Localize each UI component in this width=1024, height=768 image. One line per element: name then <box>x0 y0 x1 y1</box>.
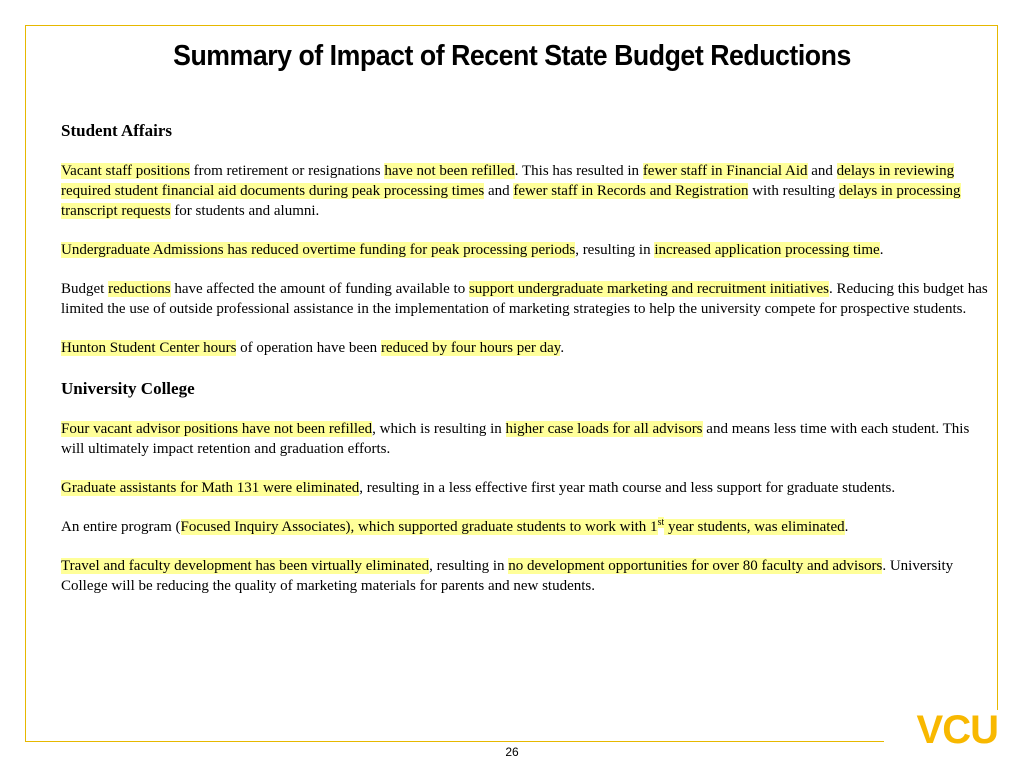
vcu-logo: VCU <box>916 708 998 752</box>
body-text: and <box>484 183 514 199</box>
highlight-text: Graduate assistants for Math 131 were eliminated <box>61 480 360 496</box>
body-text: , resulting in a less effective first year math course and less support for graduate students. <box>359 480 896 496</box>
highlight-text: Undergraduate Admissions has reduced overtime funding for peak processing periods <box>61 242 576 258</box>
highlight-text: Hunton Student Center hours <box>61 340 237 356</box>
paragraph-hunton-center <box>61 338 991 358</box>
body-text: . <box>879 242 884 258</box>
body-text: have affected the amount of funding available to <box>170 281 469 297</box>
highlight-text: delays in processing transcript requests <box>61 183 961 219</box>
body-text: with resulting <box>748 183 839 199</box>
highlight-text: no development opportunities for over 80 faculty and advisors <box>508 558 883 574</box>
highlight-text: Focused Inquiry Associates), which supported graduate students to work with 1 <box>180 519 658 535</box>
paragraph-undergraduate-admissions <box>61 240 991 260</box>
page-number: 26 <box>505 745 519 759</box>
highlight-text: fewer staff in Financial Aid <box>642 163 808 179</box>
body-text: , resulting in <box>575 242 655 258</box>
highlight-text: Travel and faculty development has been virtually eliminated <box>61 558 430 574</box>
superscript-text: st <box>657 517 665 528</box>
paragraph-travel-faculty <box>61 556 991 596</box>
highlight-text: fewer staff in Records and Registration <box>513 183 749 199</box>
body-text: , which is resulting in <box>372 421 506 437</box>
body-text: from retirement or resignations <box>189 163 385 179</box>
highlight-text: reduced by four hours per day <box>380 340 561 356</box>
body-text: . University College will be reducing the quality of marketing materials for parents and new students. <box>61 558 954 594</box>
highlight-text: delays in reviewing required student financial aid documents during peak processing times <box>61 163 955 199</box>
paragraph-advisor-positions <box>61 419 991 459</box>
paragraph-budget-reductions <box>61 279 991 319</box>
body-text: for students and alumni. <box>170 203 320 219</box>
body-text: Budget <box>61 281 109 297</box>
body-text: and <box>807 163 837 179</box>
body-text: . <box>844 519 849 535</box>
section-heading-student-affairs: Student Affairs <box>61 121 172 140</box>
paragraph-graduate-assistants <box>61 478 991 498</box>
section-heading-university-college: University College <box>61 379 195 398</box>
paragraph-focused-inquiry <box>61 517 991 537</box>
body-text: of operation have been <box>236 340 381 356</box>
highlight-text: higher case loads for all advisors <box>505 421 703 437</box>
body-text: and means less time with each student. This will ultimately impact retention and graduation efforts. <box>61 421 970 457</box>
highlight-text: increased application processing time <box>654 242 880 258</box>
highlight-text: year students, was eliminated <box>664 519 845 535</box>
body-text: . <box>560 340 565 356</box>
body-text: . Reducing this budget has limited the use of outside professional assistance in the implementation of marketing strategies to help the university compete for prospective students. <box>61 281 988 317</box>
highlight-text: Four vacant advisor positions have not been refilled <box>61 421 373 437</box>
body-text: An entire program ( <box>61 519 181 535</box>
highlight-text: reductions <box>108 281 171 297</box>
page-title: Summary of Impact of Recent State Budget Reductions <box>173 40 851 72</box>
highlight-text: Vacant staff positions <box>61 163 190 179</box>
highlight-text: support undergraduate marketing and recruitment initiatives <box>468 281 829 297</box>
body-text: . This has resulted in <box>514 163 643 179</box>
body-text: , resulting in <box>429 558 509 574</box>
highlight-text: have not been refilled <box>384 163 515 179</box>
slide-content <box>61 120 991 615</box>
paragraph-vacant-staff <box>61 161 991 221</box>
